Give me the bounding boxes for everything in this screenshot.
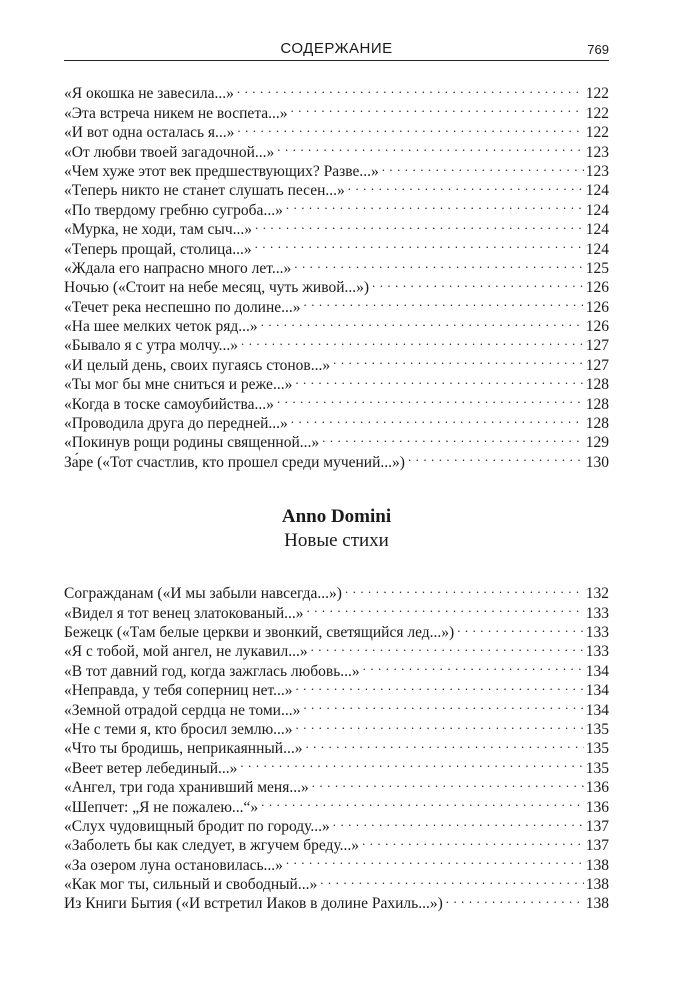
section-title: Anno Domini [281, 505, 392, 527]
dot-leader [286, 195, 584, 214]
toc-entry-title: «Слух чудовищный бродит по городу...» [64, 817, 330, 835]
toc-entry-title: Ночью («Стоит на небе месяц, чуть живой...») [64, 279, 370, 297]
toc-entry-page: 126 [585, 298, 609, 316]
dot-leader [363, 656, 584, 675]
dot-leader [305, 734, 583, 753]
toc-entry-title: «И вот одна осталась я...» [64, 124, 235, 142]
toc-entry-title: «На шее мелких четок ряд...» [64, 318, 258, 336]
dot-leader [255, 215, 584, 234]
dot-leader [291, 98, 584, 117]
dot-leader [345, 579, 584, 598]
toc-entry-page: 133 [585, 604, 609, 622]
toc-entry-page: 124 [585, 182, 609, 200]
dot-leader [277, 137, 584, 156]
toc-entry-title: Согражданам («И мы забыли навсегда...») [64, 585, 342, 603]
toc-entry-page: 134 [585, 701, 609, 719]
dot-leader [294, 254, 584, 273]
toc-entry-page: 126 [585, 318, 609, 336]
toc-entry-title: «И целый день, своих пугаясь стонов...» [64, 356, 331, 374]
toc-entry-page: 137 [585, 817, 609, 835]
section-heading [64, 505, 609, 553]
dot-leader [291, 409, 584, 428]
toc-entry-title: «Не с теми я, кто бросил землю...» [64, 720, 293, 738]
toc-entry-page: 128 [585, 395, 609, 413]
toc-entry-title: «Ты мог бы мне сниться и реже...» [64, 376, 293, 394]
toc-entry-title: «Эта встреча никем не воспета...» [64, 104, 288, 122]
dot-leader [348, 176, 584, 195]
dot-leader [362, 831, 584, 850]
dot-leader [446, 889, 584, 908]
dot-leader [237, 118, 583, 137]
toc-entry-page: 134 [585, 682, 609, 700]
toc-entry-title: «От любви твоей загадочной...» [64, 143, 275, 161]
toc-entry-title: «Я окошка не завесила...» [64, 85, 234, 103]
toc-entry-page: 127 [585, 356, 609, 374]
dot-leader [295, 676, 583, 695]
toc-entry-page: 124 [585, 201, 609, 219]
dot-leader [240, 753, 583, 772]
toc-entry-page: 136 [585, 798, 609, 816]
toc-entry-title: «Покинув рощи родины священной...» [64, 434, 320, 452]
toc-entry-title: «Неправда, у тебя соперниц нет...» [64, 682, 293, 700]
toc-list-part-1 [64, 79, 609, 471]
toc-entry-title: «Видел я тот венец златокованый...» [64, 604, 304, 622]
dot-leader [311, 637, 584, 656]
dot-leader [322, 428, 584, 447]
toc-entry-page: 138 [585, 856, 609, 874]
toc-entry-title: «Ждала его напрасно много лет...» [64, 259, 292, 277]
section-subtitle: Новые стихи [284, 529, 389, 551]
toc-entry-title: «Чем хуже этот век предшествующих? Разве...» [64, 162, 379, 180]
toc-entry-page: 138 [585, 895, 609, 913]
toc-entry-title: «Как мог ты, сильный и свободный...» [64, 876, 318, 894]
dot-leader [333, 812, 584, 831]
toc-entry-page: 134 [585, 662, 609, 680]
toc-entry-page: 135 [585, 759, 609, 777]
dot-leader [408, 447, 584, 466]
dot-leader [382, 157, 584, 176]
dot-leader [261, 312, 584, 331]
dot-leader [296, 715, 584, 734]
dot-leader [295, 370, 583, 389]
toc-entry-title: За́ре («Тот счастлив, кто прошел среди мучений...») [64, 453, 405, 471]
toc-entry-title: Бежецк («Там белые церкви и звонкий, светящийся лед...») [64, 623, 455, 641]
toc-entry-page: 127 [585, 337, 609, 355]
toc-entry-page: 133 [585, 623, 609, 641]
toc-entry-page: 130 [585, 453, 609, 471]
toc-entry-page: 129 [585, 434, 609, 452]
dot-leader [261, 792, 584, 811]
toc-entry-page: 123 [585, 162, 609, 180]
page-number: 769 [587, 42, 609, 57]
toc-entry-title: «Проводила друга до передней...» [64, 415, 288, 433]
toc-entry-title: Из Книги Бытия («И встретил Иаков в долине Рахиль...») [64, 895, 443, 913]
toc-entry-title: «Мурка, не ходи, там сыч...» [64, 221, 253, 239]
toc-entry-page: 137 [585, 837, 609, 855]
dot-leader [320, 870, 584, 889]
running-header [64, 38, 609, 61]
toc-entry-page: 124 [585, 240, 609, 258]
toc-entry-title: «Теперь никто не станет слушать песен...» [64, 182, 345, 200]
toc-entry-page: 136 [585, 779, 609, 797]
toc-entry-title: «Веет ветер лебединый...» [64, 759, 238, 777]
dot-leader [372, 273, 584, 292]
dot-leader [277, 389, 584, 408]
toc-entry-title: «Ангел, три года хранивший меня...» [64, 779, 309, 797]
toc-entry-page: 126 [585, 279, 609, 297]
toc-entry-page: 132 [585, 585, 609, 603]
dot-leader [255, 234, 584, 253]
toc-entry-title: «Что ты бродишь, неприкаянный...» [64, 740, 303, 758]
toc-entry-page: 133 [585, 643, 609, 661]
dot-leader [237, 79, 584, 98]
toc-entry-title: «Заболеть бы как следует, в жгучем бреду...» [64, 837, 360, 855]
toc-entry-page: 128 [585, 376, 609, 394]
toc-entry-page: 122 [585, 124, 609, 142]
toc-entry-page: 125 [585, 259, 609, 277]
toc-entry-title: «Земной отрадой сердца не томи...» [64, 701, 301, 719]
toc-entry-title: «Течет река неспешно по долине...» [64, 298, 301, 316]
toc-entry-title: «Шепчет: „Я не пожалею...“» [64, 798, 259, 816]
toc-entry-title: «Когда в тоске самоубийства...» [64, 395, 274, 413]
dot-leader [307, 598, 584, 617]
toc-entry-title: «Теперь прощай, столица...» [64, 240, 252, 258]
toc-entry-title: «Бывало я с утра молчу...» [64, 337, 238, 355]
toc-entry-page: 124 [585, 221, 609, 239]
dot-leader [333, 350, 584, 369]
toc-entry-page: 135 [585, 740, 609, 758]
dot-leader [303, 695, 583, 714]
toc-entry-page: 122 [585, 104, 609, 122]
toc-entry-page: 138 [585, 876, 609, 894]
toc-entry [64, 579, 609, 603]
dot-leader [312, 773, 584, 792]
toc-entry-page: 135 [585, 720, 609, 738]
toc-entry-page: 123 [585, 143, 609, 161]
toc-entry-page: 122 [585, 85, 609, 103]
book-page [64, 38, 609, 913]
running-title: СОДЕРЖАНИЕ [280, 40, 393, 57]
dot-leader [457, 618, 584, 637]
toc-entry [64, 79, 609, 103]
dot-leader [286, 850, 584, 869]
toc-entry-title: «За озером луна остановилась...» [64, 856, 283, 874]
toc-entry-title: «По твердому гребню сугроба...» [64, 201, 283, 219]
toc-entry-page: 128 [585, 415, 609, 433]
dot-leader [304, 292, 584, 311]
toc-entry-title: «Я с тобой, мой ангел, не лукавил...» [64, 643, 308, 661]
toc-entry-title: «В тот давний год, когда зажглась любовь...» [64, 662, 360, 680]
toc-list-part-2 [64, 579, 609, 913]
dot-leader [241, 331, 584, 350]
